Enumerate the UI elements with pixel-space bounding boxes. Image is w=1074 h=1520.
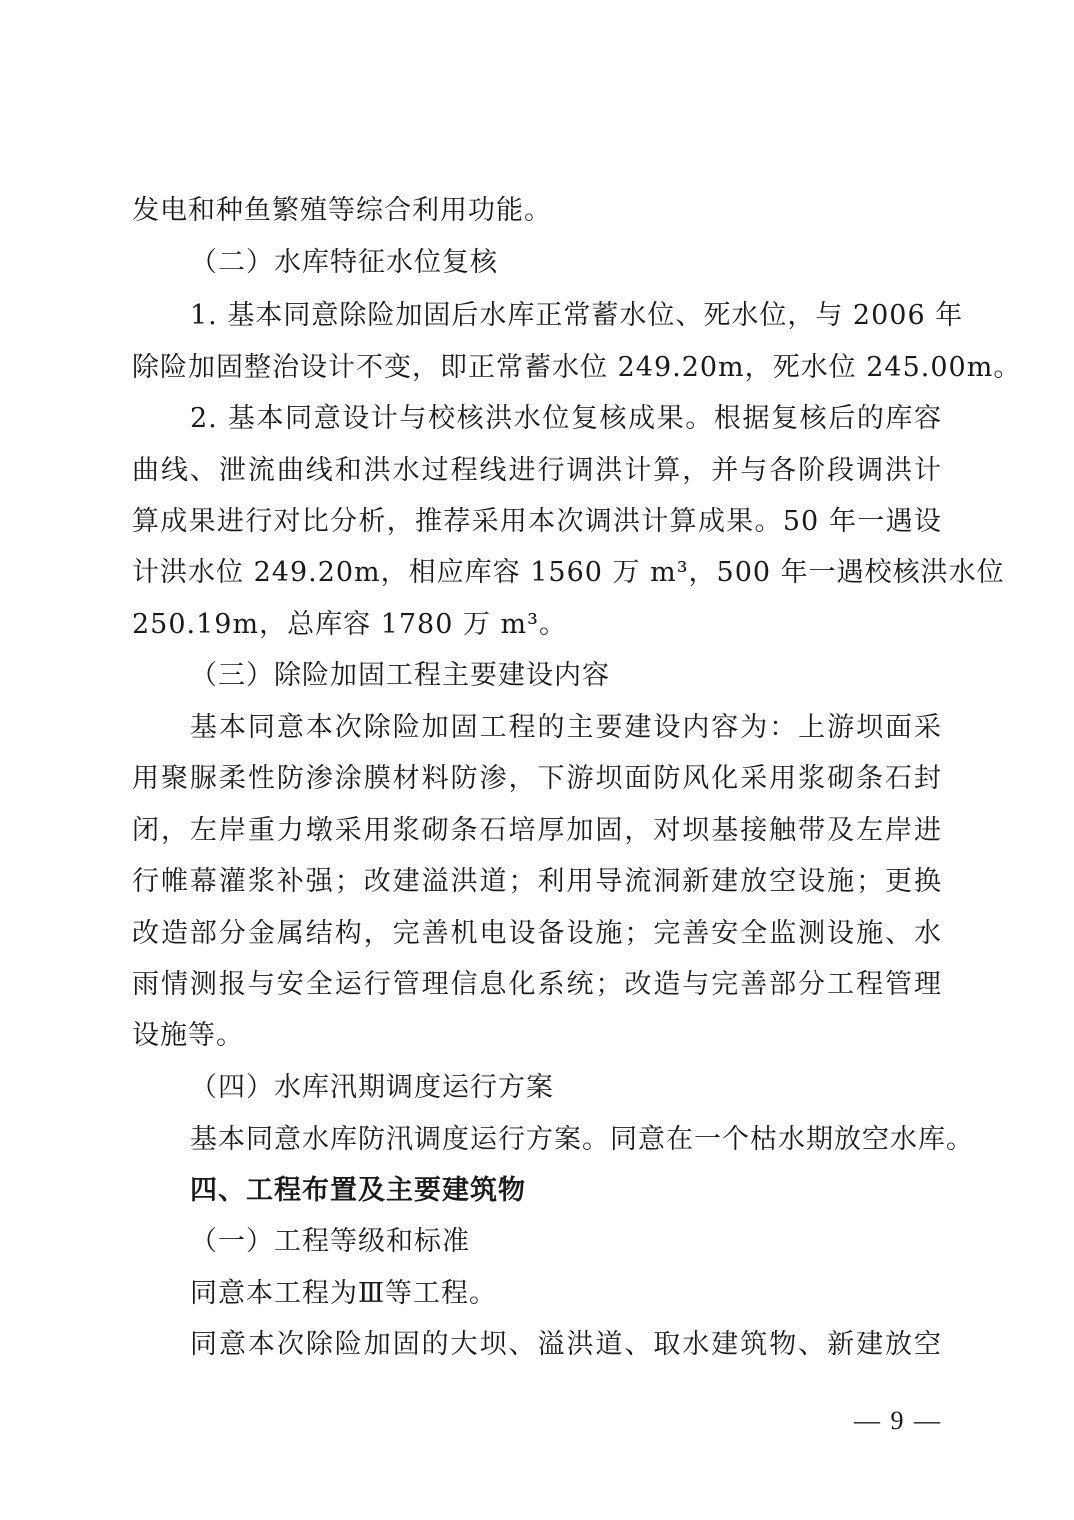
paragraph-line: 行帷幕灌浆补强；改建溢洪道；利用导流洞新建放空设施；更换 <box>132 866 942 897</box>
paragraph-line: 基本同意水库防汛调度运行方案。同意在一个枯水期放空水库。 <box>190 1124 974 1155</box>
paragraph-line: 改造部分金属结构，完善机电设备设施；完善安全监测设施、水 <box>132 918 942 949</box>
paragraph-line: 设施等。 <box>132 1020 244 1051</box>
paragraph-line: 用聚脲柔性防渗涂膜材料防渗，下游坝面防风化采用浆砌条石封 <box>132 763 942 794</box>
paragraph-line: 闭，左岸重力墩采用浆砌条石培厚加固，对坝基接触带及左岸进 <box>132 815 942 846</box>
section-heading: （二）水库特征水位复核 <box>190 247 498 278</box>
paragraph-line: 250.19m，总库容 1780 万 m³。 <box>132 609 567 640</box>
paragraph-line: 雨情测报与安全运行管理信息化系统；改造与完善部分工程管理 <box>132 969 942 1000</box>
paragraph-line: 2. 基本同意设计与校核洪水位复核成果。根据复核后的库容 <box>190 403 942 434</box>
chapter-heading: 四、工程布置及主要建筑物 <box>190 1175 526 1206</box>
paragraph-line: 除险加固整治设计不变，即正常蓄水位 249.20m，死水位 245.00m。 <box>132 352 1022 383</box>
paragraph-line: 同意本工程为Ⅲ等工程。 <box>190 1278 498 1309</box>
page-number: — 9 — <box>854 1406 942 1435</box>
paragraph-line: 1. 基本同意除险加固后水库正常蓄水位、死水位，与 2006 年 <box>190 300 964 331</box>
paragraph-line: 基本同意本次除险加固工程的主要建设内容为：上游坝面采 <box>190 712 942 743</box>
paragraph-line: 曲线、泄流曲线和洪水过程线进行调洪计算，并与各阶段调洪计 <box>132 455 942 486</box>
paragraph-line: 计洪水位 249.20m，相应库容 1560 万 m³，500 年一遇校核洪水位 <box>132 557 1005 588</box>
section-heading: （四）水库汛期调度运行方案 <box>190 1072 554 1103</box>
section-heading: （一）工程等级和标准 <box>190 1226 470 1257</box>
paragraph-line: 发电和种鱼繁殖等综合利用功能。 <box>132 195 552 226</box>
paragraph-line: 同意本次除险加固的大坝、溢洪道、取水建筑物、新建放空 <box>190 1329 942 1360</box>
section-heading: （三）除险加固工程主要建设内容 <box>190 660 610 691</box>
paragraph-line: 算成果进行对比分析，推荐采用本次调洪计算成果。50 年一遇设 <box>132 506 942 537</box>
